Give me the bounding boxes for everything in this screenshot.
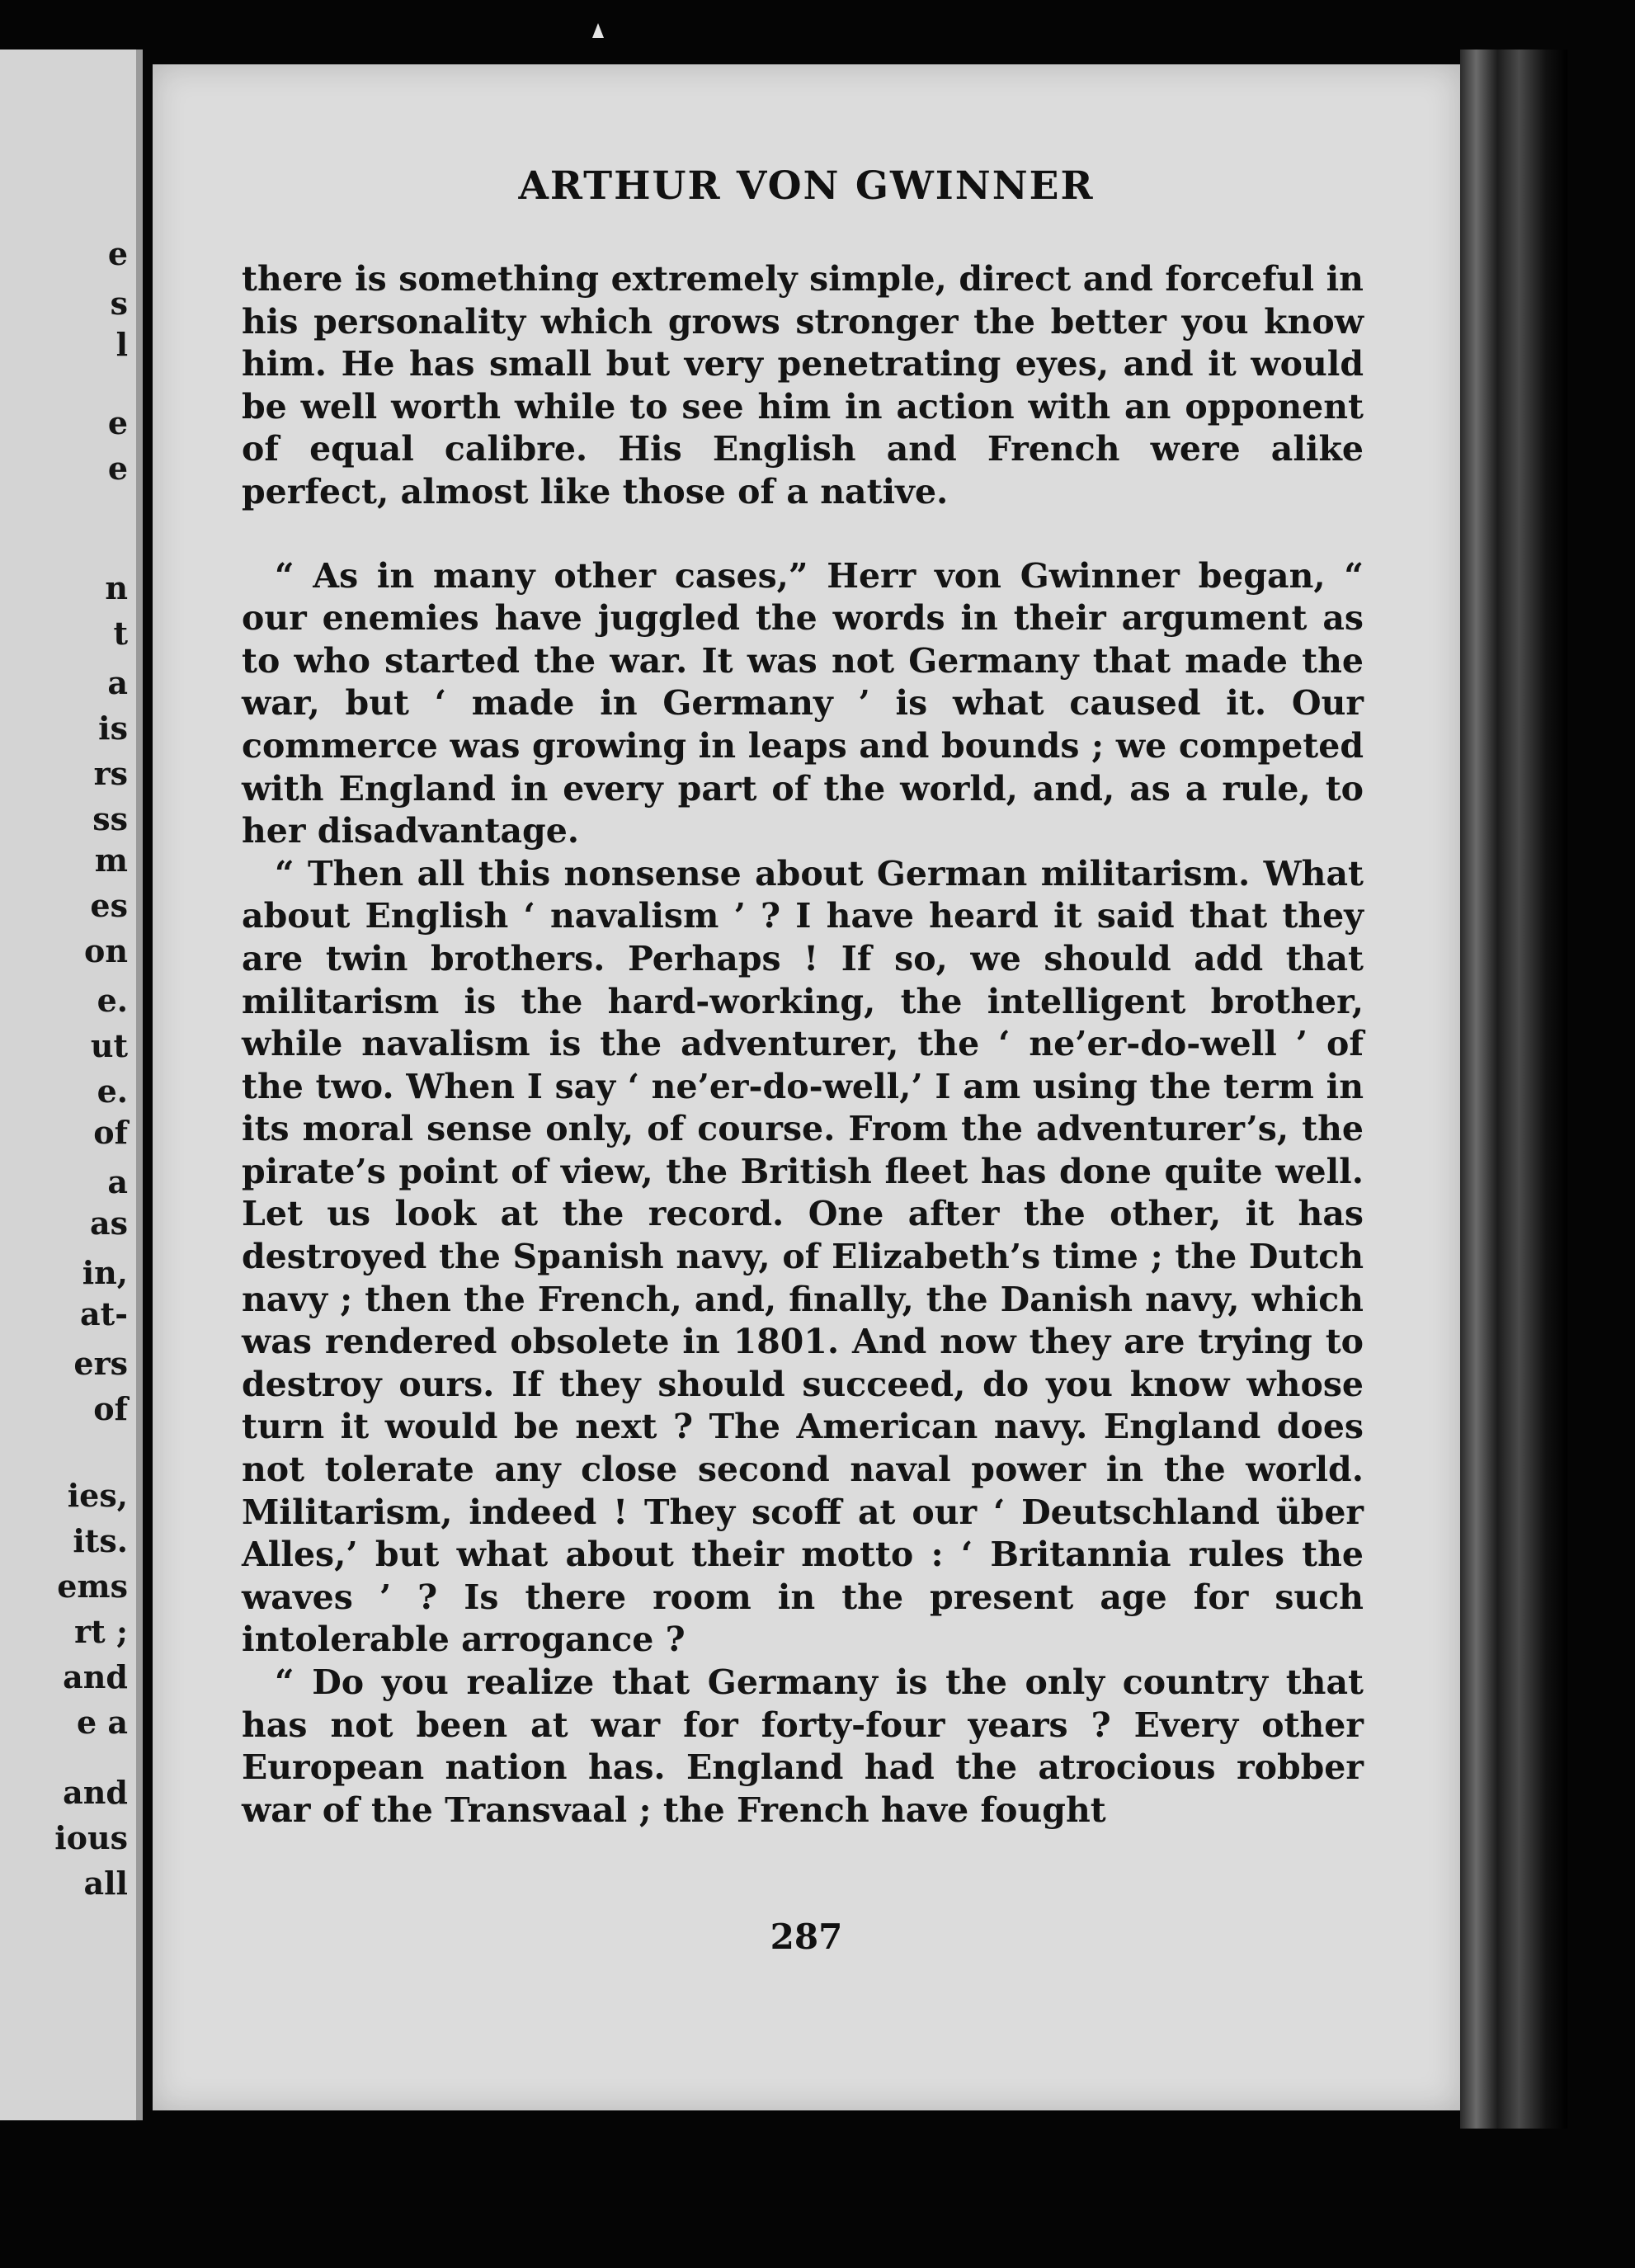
- left-page-fragment: ut: [90, 1027, 128, 1064]
- left-page-fragment: rt ;: [74, 1613, 128, 1650]
- left-page-fragment: t: [113, 615, 128, 652]
- left-page-fragment: es: [90, 887, 128, 924]
- paragraph: “ As in many other cases,” Herr von Gwinner began, “ our enemies have juggled the words in their argument as to who started the war. It was not Germany that made the war, but ‘ made in Germany ’ is what caused it. Our commerce was growing in leaps and bounds ; we competed with England in every part of the world, and, as a rule, to her disadvantage.: [242, 555, 1364, 851]
- paragraph: “ Then all this nonsense about German militarism. What about English ‘ navalism ’ ? I have heard it said that they are twin brothers. Perhaps ! If so, we should add that militarism is the hard-working, the intelligent brother, while navalism is the adventurer, the ‘ ne’er-do-well ’ of the two. When I say ‘ ne’er-do-well,’ I am using the term in its moral sense only, of course. From the adventurer’s, the pirate’s point of view, the British fleet has done quite well. Let us look at the record. One after the other, it has destroyed the Spanish navy, of Elizabeth’s time ; the Dutch navy ; then the French, and, finally, the Danish navy, which was rendered obsolete in 1801. And now they are trying to destroy ours. If they should succeed, do you know whose turn it would be next ? The American navy. England does not tolerate any close second naval power in the world. Militarism, indeed ! They scoff at our ‘ Deutschland über Alles,’ but what about their motto : ‘ Britannia rules the waves ’ ? Is there room in the present age for such intolerable arrogance ?: [242, 853, 1364, 1660]
- left-page-fragment: is: [98, 710, 128, 747]
- left-page-fragment: ss: [92, 800, 128, 837]
- left-page-fragment: e: [107, 450, 128, 487]
- scan-mark: [592, 23, 604, 38]
- left-facing-page: [0, 50, 143, 2120]
- left-page-fragment: s: [110, 285, 128, 322]
- left-page-fragment: all: [83, 1865, 128, 1902]
- left-page-fragment: at-: [80, 1295, 128, 1332]
- left-page-fragment: a: [107, 1163, 128, 1200]
- left-page-fragment: as: [89, 1205, 128, 1242]
- left-page-fragment: of: [93, 1390, 128, 1427]
- left-page-fragment: n: [105, 569, 128, 606]
- paragraph: there is something extremely simple, direct and forceful in his personality which grows stronger the better you know him. He has small but very penetrating eyes, and it would be well worth while to see him in action with an opponent of equal calibre. His English and French were alike perfect, almost like those of a native.: [242, 259, 1364, 512]
- left-page-fragment: a: [107, 664, 128, 701]
- book-page: [153, 64, 1460, 2110]
- running-head: ARTHUR VON GWINNER: [518, 163, 1095, 209]
- left-page-fragment: rs: [93, 755, 128, 792]
- left-page-fragment: of: [93, 1114, 128, 1151]
- left-page-fragment: ems: [57, 1568, 128, 1605]
- left-page-fragment: and: [63, 1658, 128, 1695]
- left-page-fragment: e.: [97, 982, 128, 1019]
- left-page-fragment: e: [107, 404, 128, 441]
- left-page-fragment: e: [107, 235, 128, 272]
- left-page-fragment: on: [84, 932, 128, 969]
- left-page-fragment: ious: [54, 1819, 128, 1856]
- book-edge: [1460, 50, 1567, 2129]
- left-page-fragment: e.: [97, 1073, 128, 1110]
- left-page-fragment: its.: [73, 1522, 128, 1559]
- paragraph: “ Do you realize that Germany is the only country that has not been at war for forty-four years ? Every other European nation has. England had the atrocious robber war of the Transvaal ; the French have fought: [242, 1662, 1364, 1830]
- left-page-fragment: in,: [82, 1254, 128, 1291]
- body-text: [242, 258, 1364, 1832]
- left-page-fragment: and: [63, 1774, 128, 1811]
- left-page-fragment: ies,: [67, 1477, 128, 1514]
- left-page-fragment: ers: [73, 1345, 128, 1382]
- left-page-fragment: m: [94, 842, 128, 879]
- left-page-fragment: l: [115, 326, 128, 363]
- left-page-fragment: e a: [76, 1704, 128, 1741]
- page-number: 287: [770, 1917, 843, 1957]
